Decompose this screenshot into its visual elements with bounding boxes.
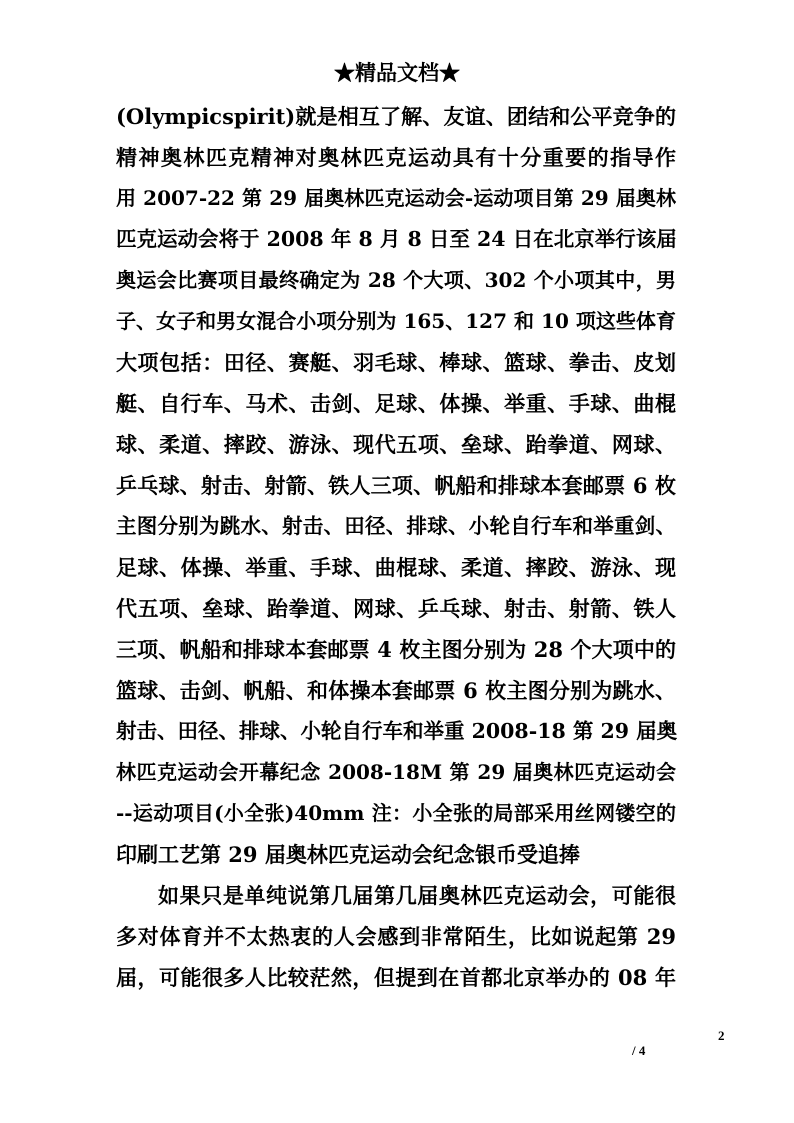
text-line: 足球、体操、举重、手球、曲棍球、柔道、摔跤、游泳、现	[116, 555, 676, 580]
text-line: 艇、自行车、马术、击剑、足球、体操、举重、手球、曲棍	[116, 391, 676, 416]
text-line: 届，可能很多人比较茫然，但提到在首都北京举办的 08 年	[116, 965, 676, 990]
text-line: 匹克运动会将于 2008 年 8 月 8 日至 24 日在北京举行该届	[116, 227, 677, 251]
text-line: 多对体育并不太热衷的人会感到非常陌生，比如说起第 29	[116, 924, 676, 949]
text-line: 林匹克运动会开幕纪念 2008-18M 第 29 届奥林匹克运动会	[116, 760, 676, 784]
paragraph	[116, 875, 676, 998]
text-line: 三项、帆船和排球本套邮票 4 枚主图分别为 28 个大项中的	[116, 637, 676, 662]
paragraph	[116, 96, 676, 875]
text-line: --运动项目(小全张)40mm 注：小全张的局部采用丝网镂空的	[116, 801, 676, 825]
text-line: 代五项、垒球、跆拳道、网球、乒乓球、射击、射箭、铁人	[116, 596, 676, 621]
text-line: 球、柔道、摔跤、游泳、现代五项、垒球、跆拳道、网球、	[116, 432, 676, 457]
text-line: 印刷工艺第 29 届奥林匹克运动会纪念银币受追捧	[116, 842, 580, 867]
text-line: (Olympicspirit)就是相互了解、友谊、团结和公平竞争的	[116, 104, 676, 129]
page-number: 2	[718, 1028, 725, 1043]
text-line: 乒乓球、射击、射箭、铁人三项、帆船和排球本套邮票 6 枚	[116, 473, 676, 498]
text-line: 精神奥林匹克精神对奥林匹克运动具有十分重要的指导作	[116, 145, 676, 170]
page-total: / 4	[632, 1043, 646, 1058]
document-body	[116, 96, 676, 998]
text-line: 篮球、击剑、帆船、和体操本套邮票 6 枚主图分别为跳水、	[116, 678, 676, 703]
text-line: 射击、田径、排球、小轮自行车和举重 2008-18 第 29 届奥	[116, 719, 678, 743]
text-line: 用 2007-22 第 29 届奥林匹克运动会-运动项目第 29 届奥林	[116, 186, 676, 210]
text-line: 大项包括：田径、赛艇、羽毛球、棒球、篮球、拳击、皮划	[116, 350, 676, 375]
text-line: 奥运会比赛项目最终确定为 28 个大项、302 个小项其中，男	[116, 268, 676, 292]
text-line: 如果只是单纯说第几届第几届奥林匹克运动会，可能很	[158, 883, 676, 908]
text-line: 主图分别为跳水、射击、田径、排球、小轮自行车和举重剑、	[116, 514, 676, 538]
page-header: ★精品文档★	[334, 60, 460, 85]
text-line: 子、女子和男女混合小项分别为 165、127 和 10 项这些体育	[116, 309, 676, 333]
